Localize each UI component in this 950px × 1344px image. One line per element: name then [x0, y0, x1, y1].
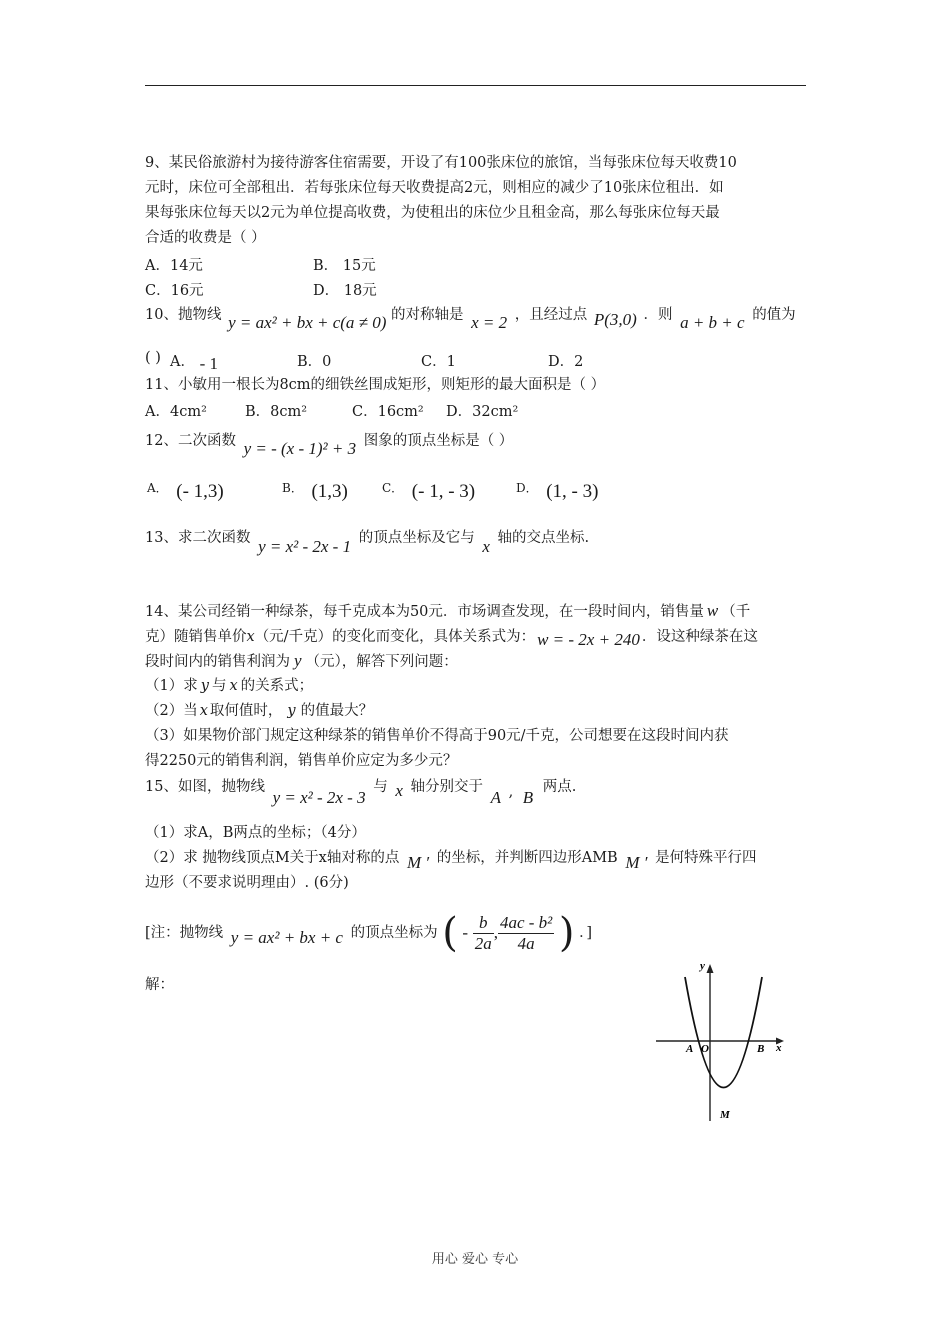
q10-axis: x = 2 — [471, 313, 508, 332]
q12-end: 图象的顶点坐标是（ ） — [363, 433, 514, 449]
x-axis-label: x — [776, 1042, 782, 1054]
q12-formula: y = - (x - 1)² + 3 — [243, 439, 357, 458]
q15-sub2-text: （2）求 抛物线顶点M关于x轴对称的点 — [145, 850, 400, 866]
q15-note — [145, 908, 592, 956]
q12-option-b-label: B． — [282, 481, 303, 495]
q9-option-d: D． 18元 — [313, 283, 377, 299]
q15-sub2-line2: 边形（不要求说明理由）. (6分) — [145, 875, 349, 891]
q15-stem — [145, 776, 577, 807]
q15-note-prefix: [注：抛物线 — [145, 925, 224, 941]
q14-w: w — [706, 601, 719, 620]
q13-prefix: 13、求二次函数 — [145, 530, 251, 546]
q15-note-frac1-num: b — [473, 913, 494, 934]
q10-option-c: C．1 — [421, 354, 456, 370]
q13-end: 轴的交点坐标. — [497, 530, 590, 546]
q15-mid2: 轴分别交于 — [410, 779, 483, 795]
q15-prefix: 15、如图，抛物线 — [145, 779, 265, 795]
q14-sub1-y: y — [200, 678, 209, 694]
q15-sub2-mid: 的坐标，并判断四边形AMB — [436, 850, 618, 866]
q13-stem — [145, 527, 590, 556]
q10-option-b: B．0 — [297, 354, 332, 370]
q12-option-c — [382, 481, 475, 503]
parabola-figure — [650, 955, 790, 1125]
q14-sub1-end: 的关系式； — [240, 678, 314, 694]
q14-sub3-line1: （3）如果物价部门规定这种绿茶的销售单价不得高于90元/千克，公司想要在这段时间内获 — [145, 728, 729, 744]
q10-mid1: 的对称轴是 — [391, 307, 464, 323]
point-a-label: A — [686, 1043, 694, 1055]
q14-line1-text: 14、某公司经销一种绿茶，每千克成本为50元．市场调查发现，在一段时间内，销售量 — [145, 604, 704, 620]
q15-m-prime-2: M ′ — [625, 853, 648, 872]
q15-comma: , — [508, 784, 514, 800]
q14-sub2-y: y — [287, 703, 296, 719]
q9-option-c: C．16元 — [145, 283, 204, 299]
q12-stem — [145, 430, 514, 458]
q12-option-d-value: (1, - 3) — [546, 481, 599, 502]
q13-mid: 的顶点坐标及它与 — [358, 530, 475, 546]
q10-expr: a + b + c — [680, 313, 745, 332]
q15-note-formula: y = ax² + bx + c — [230, 928, 343, 947]
q15-x: x — [395, 781, 403, 800]
q12-option-d-label: D． — [516, 481, 538, 495]
q12-option-a-value: (- 1,3) — [176, 481, 224, 502]
q15-note-comma: , — [493, 923, 498, 942]
q14-sub2-text: （2）当 — [145, 703, 198, 719]
q15-note-minus: - — [462, 923, 469, 942]
q9-line3: 果每张床位每天以2元为单位提高收费，为使租出的床位少且租金高，那么每张床位每天最 — [145, 205, 720, 221]
q14-line3-y: y — [294, 651, 302, 670]
q12-option-c-value: (- 1, - 3) — [411, 481, 476, 502]
answer-label: 解： — [145, 977, 174, 993]
q14-line2-mid: （元/千克）的变化而变化，具体关系式为： — [254, 629, 536, 645]
q14-line3-end: （元），解答下列问题： — [305, 654, 458, 670]
q15-note-frac2-den: 4a — [517, 933, 535, 953]
q14-sub2-end: 的值最大？ — [300, 703, 374, 719]
q9-line2: 元时，床位可全部租出．若每张床位每天收费提高2元，则相应的减少了10张床位租出．如 — [145, 180, 724, 196]
q14-line2 — [145, 626, 758, 647]
q15-note-frac1-den: 2a — [474, 933, 492, 953]
q14-sub2-x: x — [199, 703, 208, 719]
q10-point: P(3,0) — [593, 310, 637, 329]
q12-option-b — [282, 481, 348, 503]
q15-note-end: ．] — [579, 925, 593, 941]
q14-line1-end: （千 — [721, 604, 751, 620]
q10-option-d: D．2 — [548, 354, 584, 370]
q12-option-a — [147, 481, 224, 503]
q15-point-b: B — [522, 788, 534, 807]
q12-option-c-label: C． — [382, 481, 404, 495]
q15-sub2 — [145, 847, 757, 872]
q14-sub1-x: x — [229, 678, 238, 694]
q15-end: 两点. — [542, 779, 577, 795]
q14-line3 — [145, 651, 458, 672]
q14-sub1 — [145, 676, 313, 696]
q13-formula: y = x² - 2x - 1 — [258, 537, 352, 556]
q14-line2-end: ．设这种绿茶在这 — [641, 629, 758, 645]
q11-option-c: C．16cm² — [352, 404, 424, 420]
q15-note-frac2-num: 4ac - b² — [499, 912, 553, 932]
q15-note-frac1 — [473, 913, 494, 954]
q15-note-close-paren: ) — [558, 910, 575, 956]
q15-point-a: A — [490, 788, 501, 807]
page-footer: 用心 爱心 专心 — [431, 1252, 519, 1267]
q14-sub1-text: （1）求 — [145, 678, 198, 694]
q10-option-a-label: A． — [170, 354, 195, 370]
q15-mid1: 与 — [373, 779, 388, 795]
q15-formula: y = x² - 2x - 3 — [272, 788, 366, 807]
q9-line4: 合适的收费是（ ） — [145, 230, 266, 246]
point-b-label: B — [757, 1043, 765, 1055]
q15-note-frac2 — [498, 913, 554, 954]
q10-end: 的值为 — [752, 307, 796, 323]
q10-option-a — [170, 350, 218, 371]
q14-line3-text: 段时间内的销售利润为 — [145, 654, 290, 670]
q14-sub2 — [145, 701, 373, 721]
q10-stem — [145, 304, 796, 332]
q11-option-b: B．8cm² — [245, 404, 308, 420]
q12-prefix: 12、二次函数 — [145, 433, 236, 449]
q9-line1: 9、某民俗旅游村为接待游客住宿需要，开设了有100张床位的旅馆，当每张床位每天收费10 — [145, 155, 737, 171]
q11-stem: 11、小敏用一根长为8cm的细铁丝围成矩形，则矩形的最大面积是（ ） — [145, 377, 606, 393]
q14-line2-x: x — [246, 629, 255, 645]
q10-bracket: ( ) — [145, 350, 161, 366]
q9-option-a: A．14元 — [145, 258, 203, 274]
q13-x: x — [482, 537, 490, 556]
q11-option-a: A．4cm² — [145, 404, 207, 420]
parabola-curve — [685, 977, 765, 1088]
q10-mid3: ．则 — [643, 307, 673, 323]
q14-line2-text: 克）随销售单价 — [145, 629, 247, 645]
header-rule — [145, 85, 806, 86]
q10-formula: y = ax² + bx + c(a ≠ 0) — [228, 313, 387, 332]
q15-m-prime: M ′ — [406, 853, 430, 872]
q14-line1 — [145, 601, 750, 622]
q15-sub2-end: 是何特殊平行四 — [655, 850, 757, 866]
q14-sub1-mid: 与 — [211, 678, 227, 694]
q12-option-d — [516, 481, 598, 503]
y-axis-label: y — [700, 960, 705, 972]
q10-prefix: 10、抛物线 — [145, 307, 222, 323]
q14-sub3-line2: 得2250元的销售利润，销售单价应定为多少元？ — [145, 753, 458, 769]
q11-option-d: D．32cm² — [446, 404, 519, 420]
q14-formula: w = - 2x + 240 — [537, 630, 640, 649]
q15-sub1: （1）求A，B两点的坐标；（4分） — [145, 825, 366, 841]
q10-mid2: ，且经过点 — [514, 307, 588, 323]
q10-option-a-value: - 1 — [199, 354, 219, 373]
q12-option-a-label: A． — [147, 481, 168, 495]
q14-sub2-mid: 取何值时， — [209, 703, 283, 719]
q9-option-b: B． 15元 — [313, 258, 376, 274]
origin-label: O — [701, 1043, 709, 1055]
q15-note-open-paren: ( — [442, 910, 458, 956]
vertex-m-label: M — [720, 1109, 730, 1121]
q12-option-b-value: (1,3) — [311, 481, 348, 502]
q15-note-mid: 的顶点坐标为 — [350, 925, 438, 941]
y-axis-arrow — [707, 964, 714, 973]
